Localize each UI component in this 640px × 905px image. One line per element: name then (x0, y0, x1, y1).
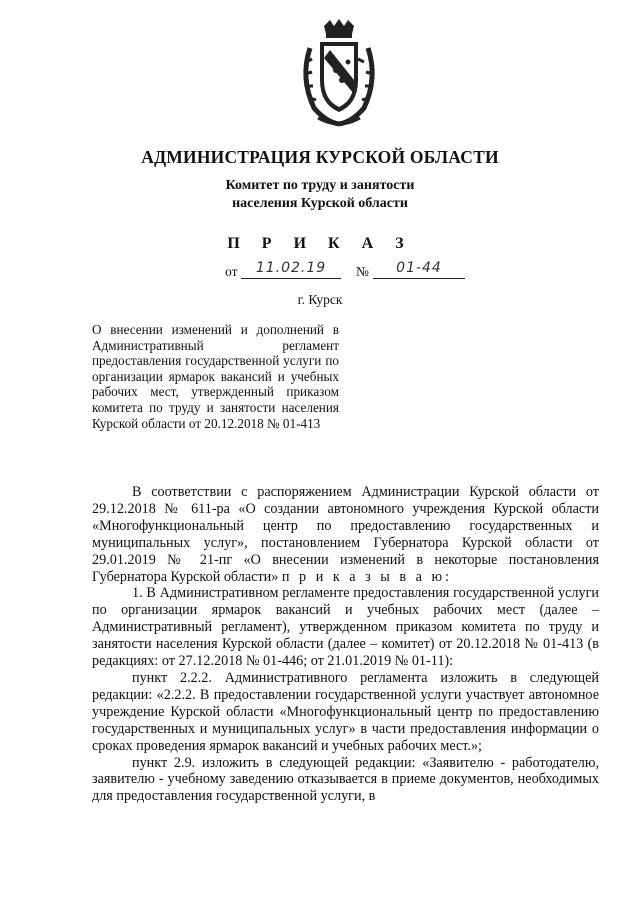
paragraph-item-1: 1. В Административном регламенте предоставления государственной услуги по организации ярмарок вакансий и учебных рабочих мест (далее – Административный регламент), утвержденном приказом комитета по труду и занятости населения Курской области (далее – комитет) от 20.12.2018 № 01-413 (в редакциях: от 27.12.2018 № 01-446; от 21.01.2019 № 01-11): (92, 585, 599, 670)
coat-of-arms-icon (296, 18, 382, 130)
order-body (92, 484, 599, 805)
handwritten-date: 11.02.19 (241, 260, 341, 279)
handwritten-number: 01-44 (373, 260, 465, 279)
department-name-line2: населения Курской области (232, 196, 408, 211)
preamble-text: В соответствии с распоряжением Администрации Курской области от 29.12.2018 № 611-ра «О создании автономного учреждения Курской области «Многофункциональный центр по предоставлению государственных и муниципальных услуг», постановлением Губернатора Курской области от 29.01.2019 № 21-пг «О внесении изменений в некоторые постановления Губернатора Курской области» (92, 484, 599, 585)
order-subject: О внесении изменений и дополнений в Административный регламент предоставления государственной услуги по организации ярмарок вакансий и учебных рабочих мест, утвержденный приказом комитета по труду и занятости населения Курской области от 20.12.2018 № 01-413 (92, 322, 339, 431)
number-prefix: № (356, 264, 369, 279)
order-verb: п р и к а з ы в а ю: (281, 568, 452, 585)
paragraph-preamble (92, 484, 599, 585)
city: г. Курск (297, 292, 343, 307)
department-name-line1: Комитет по труду и занятости (225, 178, 415, 193)
organization-title: АДМИНИСТРАЦИЯ КУРСКОЙ ОБЛАСТИ (141, 147, 499, 167)
date-prefix: от (225, 264, 238, 279)
document-type: П Р И К А З (227, 235, 413, 252)
paragraph-clause-2-9: пункт 2.9. изложить в следующей редакции: «Заявителю - работодателю, заявителю - учебному заведению отказывается в приеме документов, необходимых для предоставления государственной услуги, в (92, 754, 599, 805)
paragraph-clause-2-2-2: пункт 2.2.2. Административного регламента изложить в следующей редакции: «2.2.2. В предоставлении государственной услуги участвует автономное учреждение Курской области «Многофункциональный центр по предоставлению государственных и муниципальных услуг» в части предоставления информации о сроках проведения ярмарок вакансий и учебных рабочих мест.»; (92, 669, 599, 754)
